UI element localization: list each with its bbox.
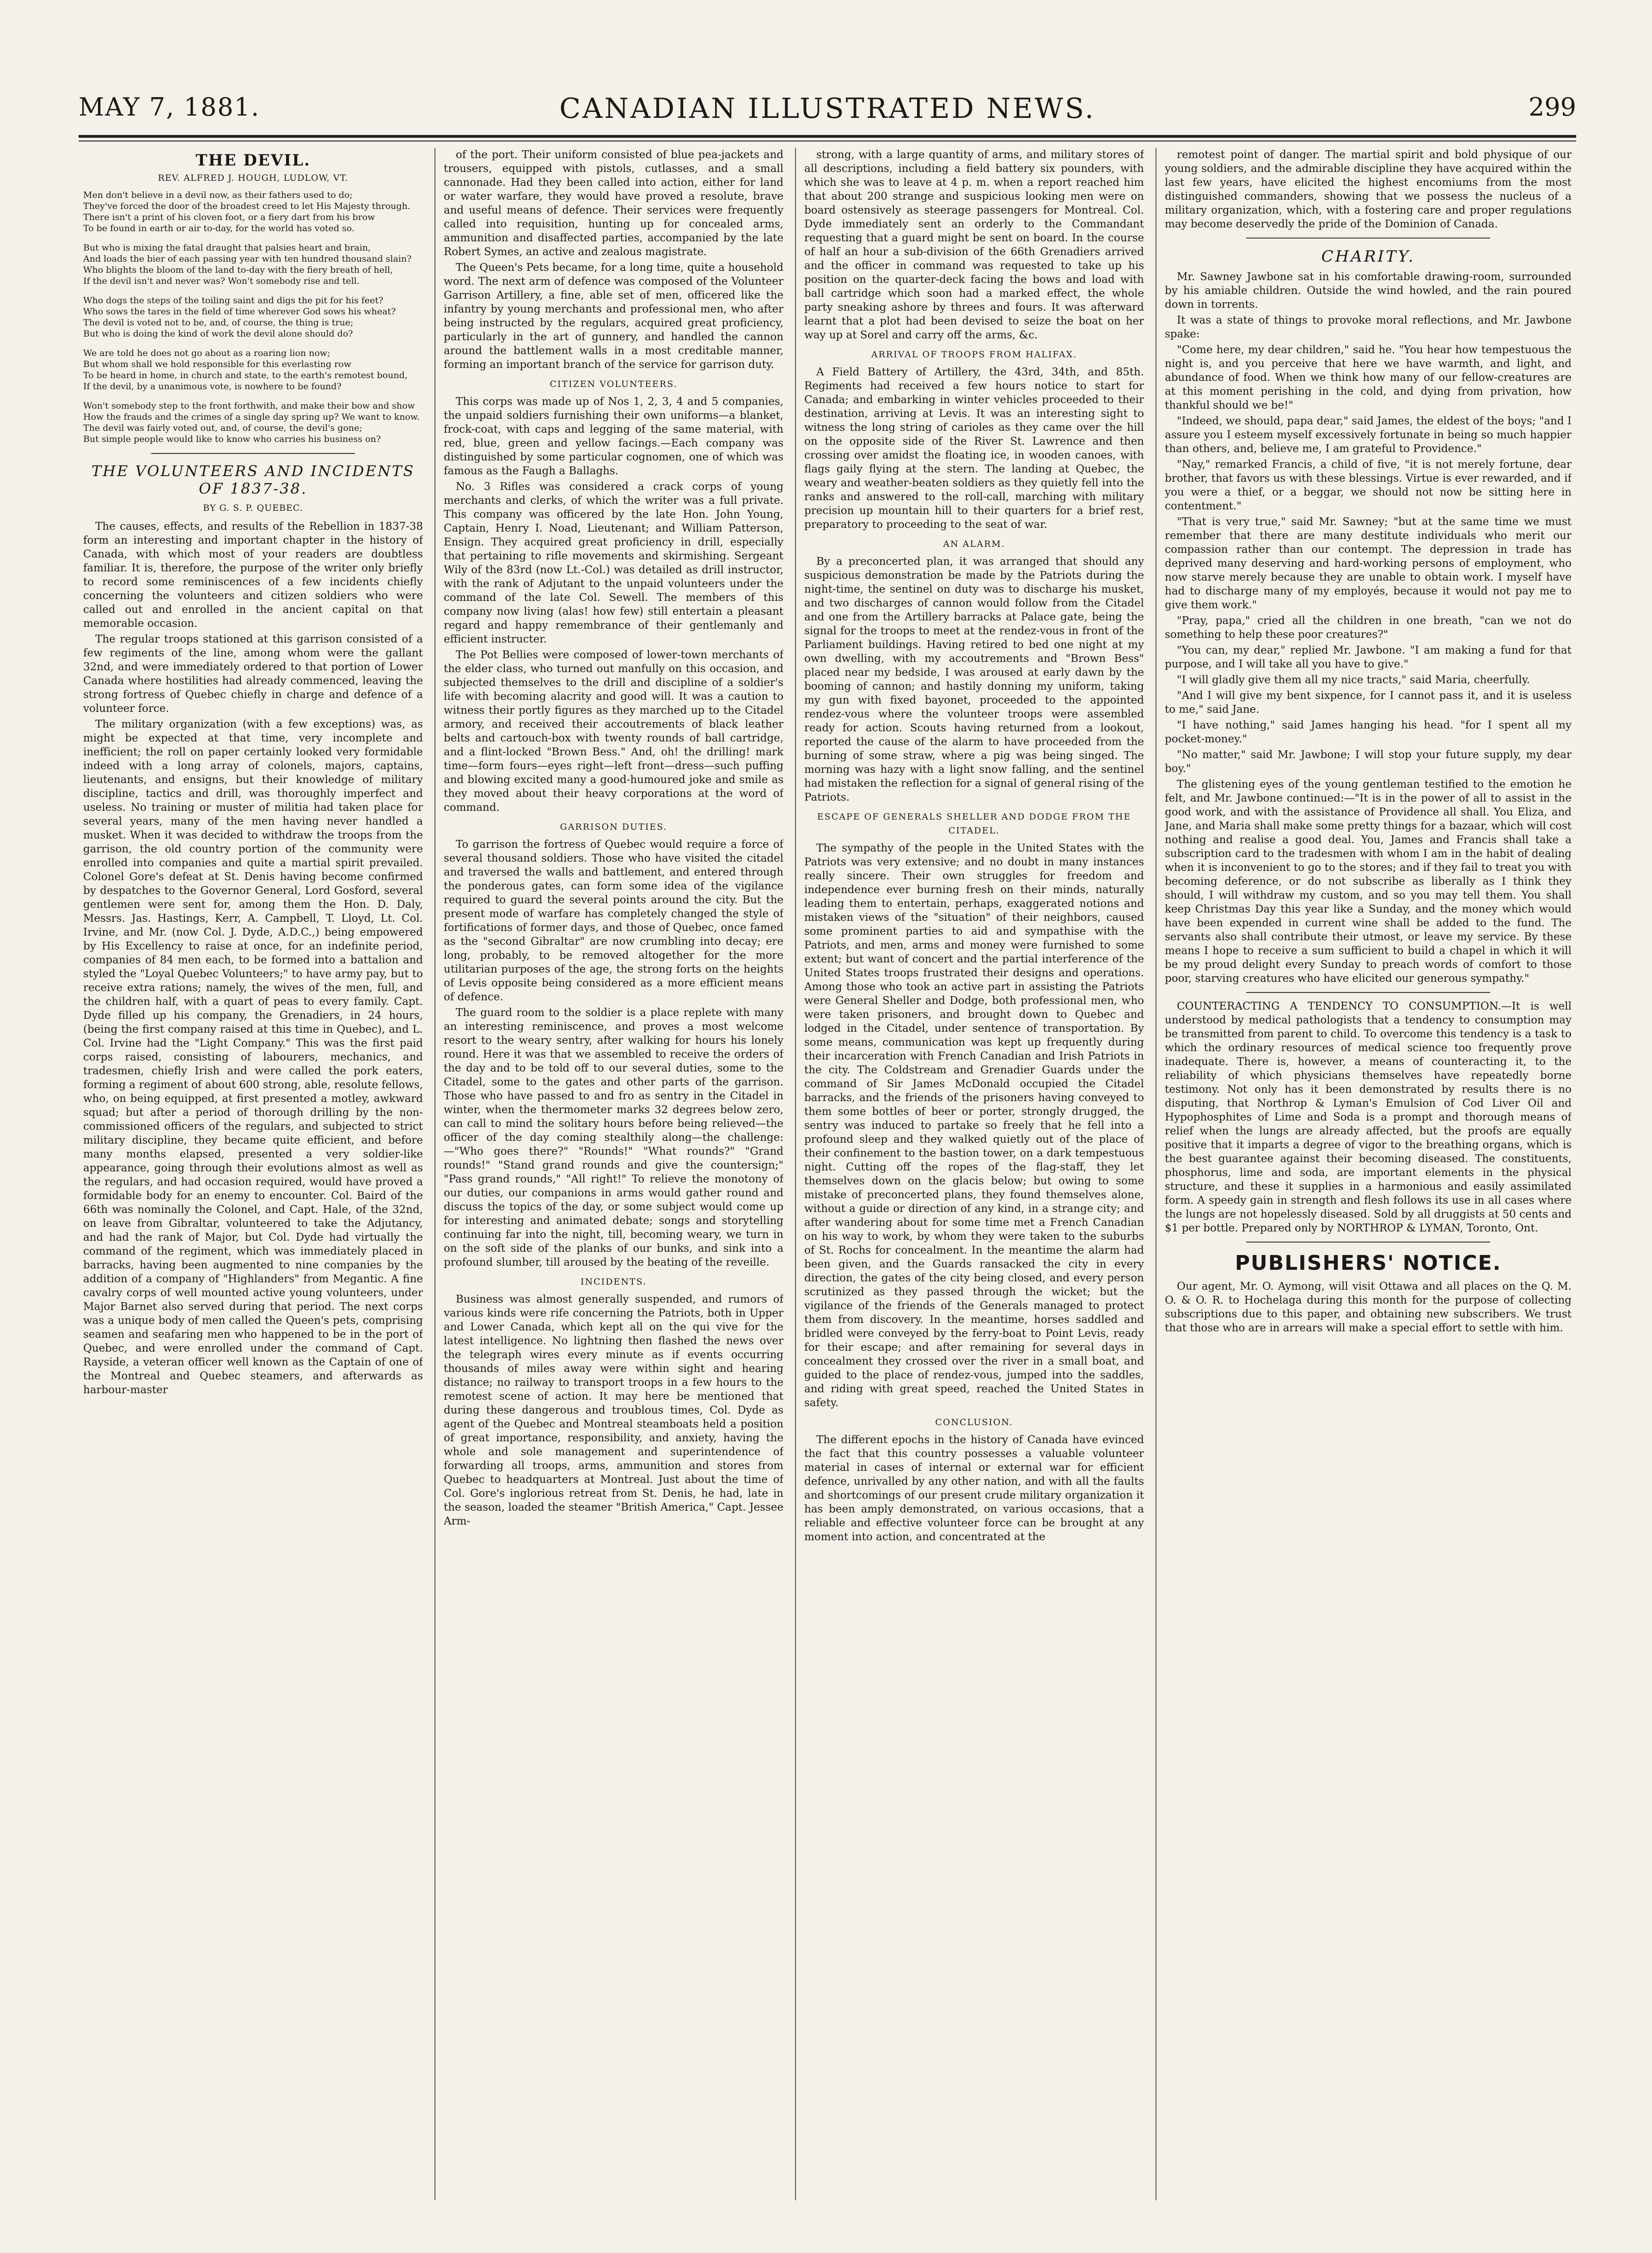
poem-line: Who blights the bloom of the land to-day with the fiery breath of hell, (83, 265, 393, 275)
paragraph: "Indeed, we should, papa dear," said James, the eldest of the boys; "and I assure you I esteem myself excessively fortunate in being so much happier than others, and, believe me, I am grateful to Providence." (1165, 415, 1572, 455)
paragraph: "You can, my dear," replied Mr. Jawbone. "I am making a fund for that purpose, and I will take all you have to give." (1165, 644, 1572, 670)
subhead-garrison-duties: GARRISON DUTIES. (560, 822, 667, 832)
column-1 (83, 148, 423, 2196)
poem-stanza (83, 348, 423, 392)
article-title-charity: CHARITY. (1321, 247, 1415, 266)
paragraph: It was a state of things to provoke moral reflections, and Mr. Jawbone spake: (1165, 314, 1572, 340)
poem (83, 190, 423, 445)
newspaper-title: CANADIAN ILLUSTRATED NEWS. (559, 92, 1095, 125)
poem-line: The devil is voted not to be, and, of course, the thing is true; (83, 318, 354, 328)
subhead-alarm: AN ALARM. (943, 539, 1005, 549)
poem-stanza (83, 190, 423, 234)
poem-line: Who dogs the steps of the toiling saint and digs the pit for his feet? (83, 295, 384, 306)
paragraph: The guard room to the soldier is a place replete with many an interesting reminiscence, and proves a most welcome resort to the weary sentry, after walking for hours his lonely round. Here it was that we assembled to receive the orders of the day and to be told off to our several duties, some to the Citadel, some to the gates and other parts of the garrison. Those who have passed to and fro as sentry in the Citadel in winter, when the thermometer marks 32 degrees below zero, can call to mind the solitary hours before being relieved—the officer of the day coming stealthily along—the challenge:—"Who goes there?" "Rounds!" "What rounds?" "Grand rounds!" "Stand grand rounds and give the countersign;" "Pass grand rounds," "All right!" To relieve the monotony of our duties, our companions in arms would gather round and discuss the topics of the day, or some subject would come up for interesting and animated debate; songs and storytelling continuing far into the night, till, becoming weary, we turn in on the soft side of the planks of our bunks, and sink into a profound slumber, till aroused by the beating of the reveille. (444, 1007, 783, 1268)
poem-title: THE DEVIL. (196, 151, 311, 170)
section-incidents (444, 1292, 783, 1528)
column-2 (444, 148, 783, 2196)
paragraph: The causes, effects, and results of the Rebellion in 1837-38 form an interesting and important chapter in the history of Canada, with which most of your readers are doubtless familiar. It is, therefore, the purpose of the writer only briefly to record some reminiscences of a few incidents chiefly concerning the volunteers and citizen soldiers who were called out and enrolled in the ancient capital on that memorable occasion. (83, 520, 423, 630)
paragraph: "I have nothing," said James hanging his head. "for I spent all my pocket-money." (1165, 719, 1572, 745)
section-divider (1246, 1242, 1490, 1243)
poem-line: Men don't believe in a devil now, as their fathers used to do; (83, 190, 353, 200)
advertisement-paragraph: COUNTERACTING A TENDENCY TO CONSUMPTION.—It is well understood by medical pathologists that a tendency to consumption may be transmitted from parent to child. To overcome this tendency is a task to which the ordinary resources of medical science too frequently prove inadequate. There is, however, a means of counteracting it, to the reliability of which physicians themselves have repeatedly borne testimony. Not only has it been demonstrated by results there is no disputing, that Northrop & Lyman's Emulsion of Cod Liver Oil and Hypophosphites of Lime and Soda is a prompt and thorough means of relief when the lungs are already affected, but the proofs are equally positive that it imparts a degree of vigor to the breathing organs, which is the best guarantee against their becoming diseased. The constituents, phosphorus, lime and soda, are important elements in the physical structure, and these it supplies in a harmonious and easily assimilated form. A speedy gain in strength and flesh follows its use in all cases where the lungs are not hopelessly diseased. Sold by all druggists at 50 cents and $1 per bottle. Prepared only by NORTHROP & LYMAN, Toronto, Ont. (1165, 1000, 1572, 1234)
section-divider (151, 453, 355, 454)
paragraph: The military organization (with a few exceptions) was, as might be expected at that time, very incomplete and inefficient; the roll on paper certainly looked very formidable indeed with a long array of colonels, majors, captains, lieutenants, and ensigns, but their knowledge of military discipline, tactics and drill, was thoroughly imperfect and useless. No training or muster of militia had taken place for several years, many of the men having never handled a musket. When it was decided to withdraw the troops from the garrison, the old country portion of the community were enrolled into companies and quite a martial spirit prevailed. Colonel Gore's defeat at St. Denis having become confirmed by despatches to the Governor General, Lord Gosford, several gentlemen were sent for, among them the Hon. D. Daly, Messrs. Jas. Hastings, Kerr, A. Campbell, T. Lloyd, Lt. Col. Irvine, and Mr. (now Col. J. Dyde, A.D.C.,) being empowered by His Excellency to raise at once, for an indefinite period, companies of 84 men each, to be formed into a battalion and styled the "Loyal Quebec Volunteers;" to have army pay, but to receive extra rations; namely, the wives of the men, full, and the children half, with a quart of peas to every family. Capt. Dyde filled up his company, the Grenadiers, in 24 hours, (being the first company raised at this time in Quebec), and L. Col. Irvine had the "Light Company." This was the first paid corps raised, consisting of labourers, mechanics, and tradesmen, chiefly Irish and were called the pork eaters, forming a regiment of about 600 strong, able, resolute fellows, who, on being equipped, at first presented a motley, awkward squad; but after a period of thorough drilling by the non-commissioned officers of the regulars, and subjected to strict military discipline, they became quite efficient, and before many months elapsed, presented a very soldier-like appearance, going through their evolutions almost as well as the regulars, and had occasion required, would have proved a formidable body for an enemy to encounter. Col. Baird of the 66th was nominally the Colonel, and Capt. Hale, of the 32nd, on leave from Gibraltar, volunteered to take the Adjutancy, and had the rank of Major, but Col. Dyde had virtually the command of the regiment, which was immediately placed in barracks, having been augmented to nine companies by the addition of a company of "Highlanders" from Megantic. A fine cavalry corps of well mounted active young volunteers, under Major Barnet also served during that period. The next corps was a unique body of men called the Queen's pets, comprising seamen and seafaring men who happened to be in the port of Quebec, and were enrolled under the command of Capt. Rayside, a veteran officer well known as the Captain of one of the Montreal and Quebec steamers, and afterwards as harbour-master (83, 718, 423, 1396)
publishers-notice-title: PUBLISHERS' NOTICE. (1235, 1251, 1502, 1275)
paragraph: "That is very true," said Mr. Sawney; "but at the same time we must remember that there are many destitute individuals who merit our compassion rather than our contempt. The depression in trade has deprived many deserving and hard-working persons of employment, who now starve merely because they are unable to obtain work. I myself have had to discharge many of my employés, because it would not pay me to give them work." (1165, 516, 1572, 611)
paragraph: Mr. Sawney Jawbone sat in his comfortable drawing-room, surrounded by his amiable children. Outside the wind howled, and the rain poured down in torrents. (1165, 271, 1572, 311)
issue-date: MAY 7, 1881. (79, 92, 260, 122)
paragraph: Business was almost generally suspended, and rumors of various kinds were rife concerning the Patriots, both in Upper and Lower Canada, which kept all on the qui vive for the latest intelligence. No lightning then flashed the news over the telegraph wires every minute as if events occurring thousands of miles away were within sight and hearing distance; no railway to transport troops in a few hours to the remotest scene of action. It may here be mentioned that during these dangerous and troublous times, Col. Dyde as agent of the Quebec and Montreal steamboats held a position of great importance, responsibility, and anxiety, having the whole and sole management and superintendence of forwarding all troops, arms, ammunition and stores from Quebec to headquarters at Montreal. Just about the time of Col. Gore's inglorious retreat from St. Denis, he had, late in the season, loaded the steamer "British America," Capt. Jessee Arm- (444, 1293, 783, 1527)
paragraph: A Field Battery of Artillery, the 43rd, 34th, and 85th. Regiments had received a few hours notice to start for Canada; and embarking in winter vehicles proceeded to their destination, arriving at Levis. It was an interesting sight to witness the long string of carioles as they came over the hill on the opposite side of the River St. Lawrence and then crossing over amidst the floating ice, in wooden canoes, with flags gaily flying at the stern. The landing at Quebec, the weary and weather-beaten soldiers as they quietly fell into the ranks and answered to the roll-call, marching with military precision up mountain hill to their quarters for a brief rest, preparatory to proceeding to the seat of war. (804, 366, 1144, 531)
paragraph: The regular troops stationed at this garrison consisted of a few regiments of the line, among whom were the gallant 32nd, and were immediately ordered to that portion of Lower Canada where hostilities had already commenced, leaving the strong fortress of Quebec chiefly in charge and defence of a volunteer force. (83, 633, 423, 715)
poem-byline: REV. ALFRED J. HOUGH, LUDLOW, VT. (158, 173, 349, 183)
paragraph: The Queen's Pets became, for a long time, quite a household word. The next arm of defence was composed of the Volunteer Garrison Artillery, a fine, able set of men, officered like the infantry by young merchants and professional men, who after being instructed by the regulars, acquired great proficiency, particularly in the art of gunnery, and handled the cannon around the battlement walls in a most creditable manner, forming an important branch of the service for garrison duty. (444, 262, 783, 371)
article-body-charity (1165, 270, 1572, 986)
poem-line: To be heard in home, in church and state, to the earth's remotest bound, (83, 370, 408, 380)
paragraph: "Pray, papa," cried all the children in one breath, "can we not do something to help these poor creatures?" (1165, 615, 1572, 641)
advertisement-consumption (1165, 999, 1572, 1235)
paragraph: This corps was made up of Nos 1, 2, 3, 4 and 5 companies, the unpaid soldiers furnishing their own uniforms—a blanket, frock-coat, with caps and legging of the same material, with red, blue, green and yellow facings.—Each company was distinguished by some particular cognomen, one of which was famous as the Faugh a Ballaghs. (444, 396, 783, 477)
poem-stanza (83, 242, 423, 287)
poem-line: The devil was fairly voted out, and, of course, the devil's gone; (83, 423, 362, 433)
poem-line: They've forced the door of the broadest creed to let His Majesty through. (83, 201, 410, 211)
section-arrival-halifax (804, 365, 1144, 532)
column-divider (434, 148, 435, 2200)
column-4 (1165, 148, 1572, 2196)
subhead-arrival-halifax: ARRIVAL OF TROOPS FROM HALIFAX. (871, 349, 1077, 360)
masthead-rule (79, 135, 1576, 138)
poem-line: We are told he does not go about as a roaring lion now; (83, 348, 330, 358)
paragraph: The sympathy of the people in the United States with the Patriots was very extensive; and no doubt in many instances really sincere. Their own struggles for freedom and independence ever burning fresh on their minds, naturally leading them to entertain, perhaps, exaggerated notions and mistaken views of the "situation" of their neighbors, caused some prominent parties to aid and sympathise with the Patriots, and men, arms and money were furnished to some extent; but want of concert and the partial interference of the United States troops frustrated their designs and operations. Among those who took an active part in assisting the Patriots were General Sheller and Dodge, both professional men, who were taken prisoners, and brought down to Quebec and lodged in the Citadel, under sentence of transportation. By some means, communication was kept up frequently during their incarceration with French Canadian and Irish Patriots in the city. The Coldstream and Grenadier Guards under the command of Sir James McDonald occupied the Citadel barracks, and the friends of the prisoners having conveyed to them some bottles of beer or porter, strongly drugged, the sentry was induced to partake so freely that he fell into a profound sleep and they walked quietly out of the place of their confinement to the bastion tower, on a dark tempestuous night. Cutting off the ropes of the flag-staff, they let themselves down on the glacis below; but owing to some mistake of preconcerted plans, they found themselves alone, without a guide or direction of any kind, in a strange city; and after wandering about for some time met a French Canadian on his way to work, by whom they were taken to the suburbs of St. Rochs for concealment. In the meantime the alarm had been given, and the Guards ransacked the city in every direction, the gates of the city being closed, and every person scrutinized as they passed through the wicket; but the vigilance of the friends of the Generals managed to protect them from discovery. In the meantime, horses saddled and bridled were conveyed by the ferry-boat to Point Levis, ready for their escape; and after remaining for several days in concealment they crossed over the river in a small boat, and guided to the place of rendez-vous, jumped into the saddles, and riding with great speed, reached the United States in safety. (804, 842, 1144, 1409)
publishers-notice-body (1165, 1280, 1572, 1335)
paragraph: The different epochs in the history of Canada have evinced the fact that this country possesses a valuable volunteer material in cases of internal or external war for efficient defence, unrivalled by any other nation, and with all the faults and shortcomings of our present crude military organization it has been amply demonstrated, on various occasions, that a reliable and effective volunteer force can be brought at any moment into action, and concentrated at the (804, 1434, 1144, 1543)
paragraph: The Pot Bellies were composed of lower-town merchants of the elder class, who turned out manfully on this occasion, and subjected themselves to the drill and discipline of a soldier's life with becoming alacrity and good will. It was a caution to witness their portly figures as they marched up to the Citadel armory, and received their accoutrements of black leather belts and cartouch-box with twenty rounds of ball cartridge, and a flint-locked "Brown Bess." And, oh! the drilling! mark time—form fours—eyes right—left front—dress—such puffing and blowing excited many a good-humoured joke and smile as they moved about their heavy corporations at the word of command. (444, 649, 783, 814)
subhead-incidents: INCIDENTS. (581, 1277, 647, 1287)
subhead-citizen-volunteers: CITIZEN VOLUNTEERS. (550, 379, 678, 389)
column-divider (795, 148, 796, 2200)
paragraph: To garrison the fortress of Quebec would require a force of several thousand soldiers. Those who have visited the citadel and traversed the walls and battlement, and entered through the ponderous gates, can form some idea of the vigilance required to guard the several points around the city. But the present mode of warfare has completely changed the style of fortifications of former days, and those of Quebec, once famed as the "second Gibraltar" are now crumbling into decay; ere long, probably, to be removed altogether for the more utilitarian purposes of the age, the strong forts on the heights of Levis opposite being considered as a more efficient means of defence. (444, 839, 783, 1003)
paragraph: strong, with a large quantity of arms, and military stores of all descriptions, including a field battery six pounders, with which she was to leave at 4 p. m. when a report reached him that about 200 strange and suspicious looking men were on board ostensively as steerage passengers for Montreal. Col. Dyde immediately sent an orderly to the Commandant requesting that a guard might be sent on board. In the course of half an hour a sub-division of the 66th Grenadiers arrived and the officer in command was requested to take up his position on the quarter-deck facing the bows and load with ball cartridge which soon had a marked effect, the whole party sneaking ashore by threes and fours. It was afterward learnt that a plot had been devised to seize the boat on her way up at Sorel and carry off the arms, &c. (804, 149, 1144, 341)
poem-stanza (83, 295, 423, 339)
poem-line: But whom shall we hold responsible for this everlasting row (83, 359, 351, 369)
masthead (79, 83, 1576, 148)
poem-line: But simple people would like to know who carries his business on? (83, 434, 381, 444)
paragraph: "Nay," remarked Francis, a child of five, "it is not merely fortune, dear brother, that favors us with these blessings. Virtue is ever rewarded, and if you were a thief, or a beggar, we should not now be sitting here in contentment." (1165, 459, 1572, 512)
paragraph: Our agent, Mr. O. Aymong, will visit Ottawa and all places on the Q. M. O. & O. R. to Hochelaga during this month for the purpose of collecting subscriptions due to this paper, and obtaining new subscribers. We trust that those who are in arrears will make a special effort to settle with him. (1165, 1280, 1572, 1334)
paragraph: remotest point of danger. The martial spirit and bold physique of our young soldiers, and the admirable discipline they have acquired within the last few years, have elicited the highest encomiums from the most distinguished commanders, showing that we possess the nucleus of a military organization, which, with a fostering care and proper regulations may become deservedly the pride of the Dominion of Canada. (1165, 149, 1572, 230)
article-body-continued (804, 148, 1144, 342)
subhead-escape: ESCAPE OF GENERALS SHELLER AND DODGE FROM THE CITADEL. (817, 812, 1132, 836)
poem-line: If the devil isn't and never was? Won't somebody rise and tell. (83, 276, 360, 286)
poem-line: Won't somebody step to the front forthwith, and make their bow and show (83, 401, 415, 411)
paragraph: No. 3 Rifles was considered a crack corps of young merchants and clerks, of which the writer was a full private. This company was officered by the late Hon. John Young, Captain, Henry I. Noad, Lieutenant; and William Patterson, Ensign. They acquired great proficiency in drill, especially that pertaining to rifle movements and skirmishing. Sergeant Wily of the 83rd (now Lt.-Col.) was detailed as drill instructor, with the rank of Adjutant to the unpaid volunteers under the command of the late Col. Sewell. The members of this company now living (alas! how few) still entertain a pleasant regard and happy remembrance of their gentlemanly and efficient instructer. (444, 481, 783, 645)
column-3 (804, 148, 1144, 2196)
section-escape (804, 841, 1144, 1410)
poem-line: And loads the bier of each passing year with ten hundred thousand slain? (83, 254, 412, 264)
article-title-volunteers: THE VOLUNTEERS AND INCIDENTS OF 1837-38. (91, 462, 415, 497)
paragraph: The glistening eyes of the young gentleman testified to the emotion he felt, and Mr. Jawbone continued:—"It is in the power of all to assist in the good work, and with the assistance of Providence all shall. You Eliza, and Jane, and Maria shall make some pretty things for a bazaar, which will cost nothing and realise a good deal. You, James and Francis shall take a subscription card to the tradesmen with whom I am in the habit of dealing when it is inconvenient to go to the stores; and if they fail to treat you with becoming deference, or do not subscribe as liberally as I think they should, I will withdraw my custom, and so you may tell them. You shall keep Christmas Day this year like a Sunday, and the money which would have been expended in current wine shall be added to the fund. The servants also shall contribute their utmost, or leave my service. By these means I hope to receive a sum sufficient to build a chapel in which it will be my proud delight every Sunday to preach words of comfort to those poor, starving creatures who have elicited our generous sympathy." (1165, 778, 1572, 985)
section-alarm (804, 555, 1144, 804)
poem-line: But who is mixing the fatal draught that palsies heart and brain, (83, 243, 371, 253)
article-body-continued (1165, 148, 1572, 231)
subhead-conclusion: CONCLUSION. (935, 1417, 1013, 1427)
paragraph: of the port. Their uniform consisted of blue pea-jackets and trousers, equipped with pistols, cutlasses, and a small cannonade. Had they been called into action, either for land or water warfare, they would have proved a resolute, brave and useful means of defence. Their services were frequently called into requisition, hunting up for concealed arms, ammunition and disaffected parties, accompanied by the late Robert Symes, an active and zealous magistrate. (444, 149, 783, 258)
poem-line: How the frauds and the crimes of a single day spring up? We want to know. (83, 412, 420, 422)
article-byline: BY G. S. P. QUEBEC. (203, 503, 303, 513)
section-garrison-duties (444, 838, 783, 1269)
poem-line: To be found in earth or air to-day, for the world has voted so. (83, 223, 355, 233)
paragraph: "Come here, my dear children," said he. "You hear how tempestuous the night is, and you perceive that here we have warmth, and light, and abundance of food. When we think how many of our fellow-creatures are at this moment perishing in the cold, and dying from privation, how thankful should we be!" (1165, 344, 1572, 411)
poem-line: But who is doing the kind of work the devil alone should do? (83, 329, 353, 339)
poem-line: Who sows the tares in the field of time wherever God sows his wheat? (83, 306, 396, 317)
paragraph: "No matter," said Mr. Jawbone; I will stop your future supply, my dear boy." (1165, 749, 1572, 775)
article-body-volunteers (83, 520, 423, 1397)
paragraph: "I will gladly give them all my nice tracts," said Maria, cheerfully. (1177, 674, 1530, 686)
paragraph: "And I will give my bent sixpence, for I cannot pass it, and it is useless to me," said Jane. (1165, 690, 1572, 716)
article-body-continued (444, 148, 783, 372)
section-divider (1246, 238, 1490, 239)
poem-line: There isn't a print of his cloven foot, or a fiery dart from his brow (83, 212, 375, 222)
paragraph: By a preconcerted plan, it was arranged that should any suspicious demonstration be made by the Patriots during the night-time, the sentinel on duty was to discharge his musket, and two discharges of cannon would follow from the Citadel and one from the Artillery barracks at Palace gate, being the signal for the troops to meet at the rendez-vous in front of the Parliament buildings. Having retired to bed one night at my own dwelling, with my accoutrements and "Brown Bess" placed near my bedside, I was aroused at early dawn by the booming of cannon; and hastily donning my uniform, taking my gun with fixed bayonet, proceeded to the appointed rendez-vous where the volunteer troops were assembled ready for action. Scouts having returned from a lookout, reported the cause of the alarm to have proceeded from the burning of some straw, where a pig was being singed. The morning was hazy with a light snow falling, and the sentinel had mistaken the reflection for a signal of general rising of the Patriots. (804, 556, 1144, 803)
page-number: 299 (1528, 92, 1576, 122)
poem-stanza (83, 400, 423, 445)
section-divider (1246, 992, 1490, 993)
section-conclusion (804, 1433, 1144, 1544)
section-citizen-volunteers (444, 395, 783, 814)
poem-line: If the devil, by a unanimous vote, is nowhere to be found? (83, 381, 342, 392)
